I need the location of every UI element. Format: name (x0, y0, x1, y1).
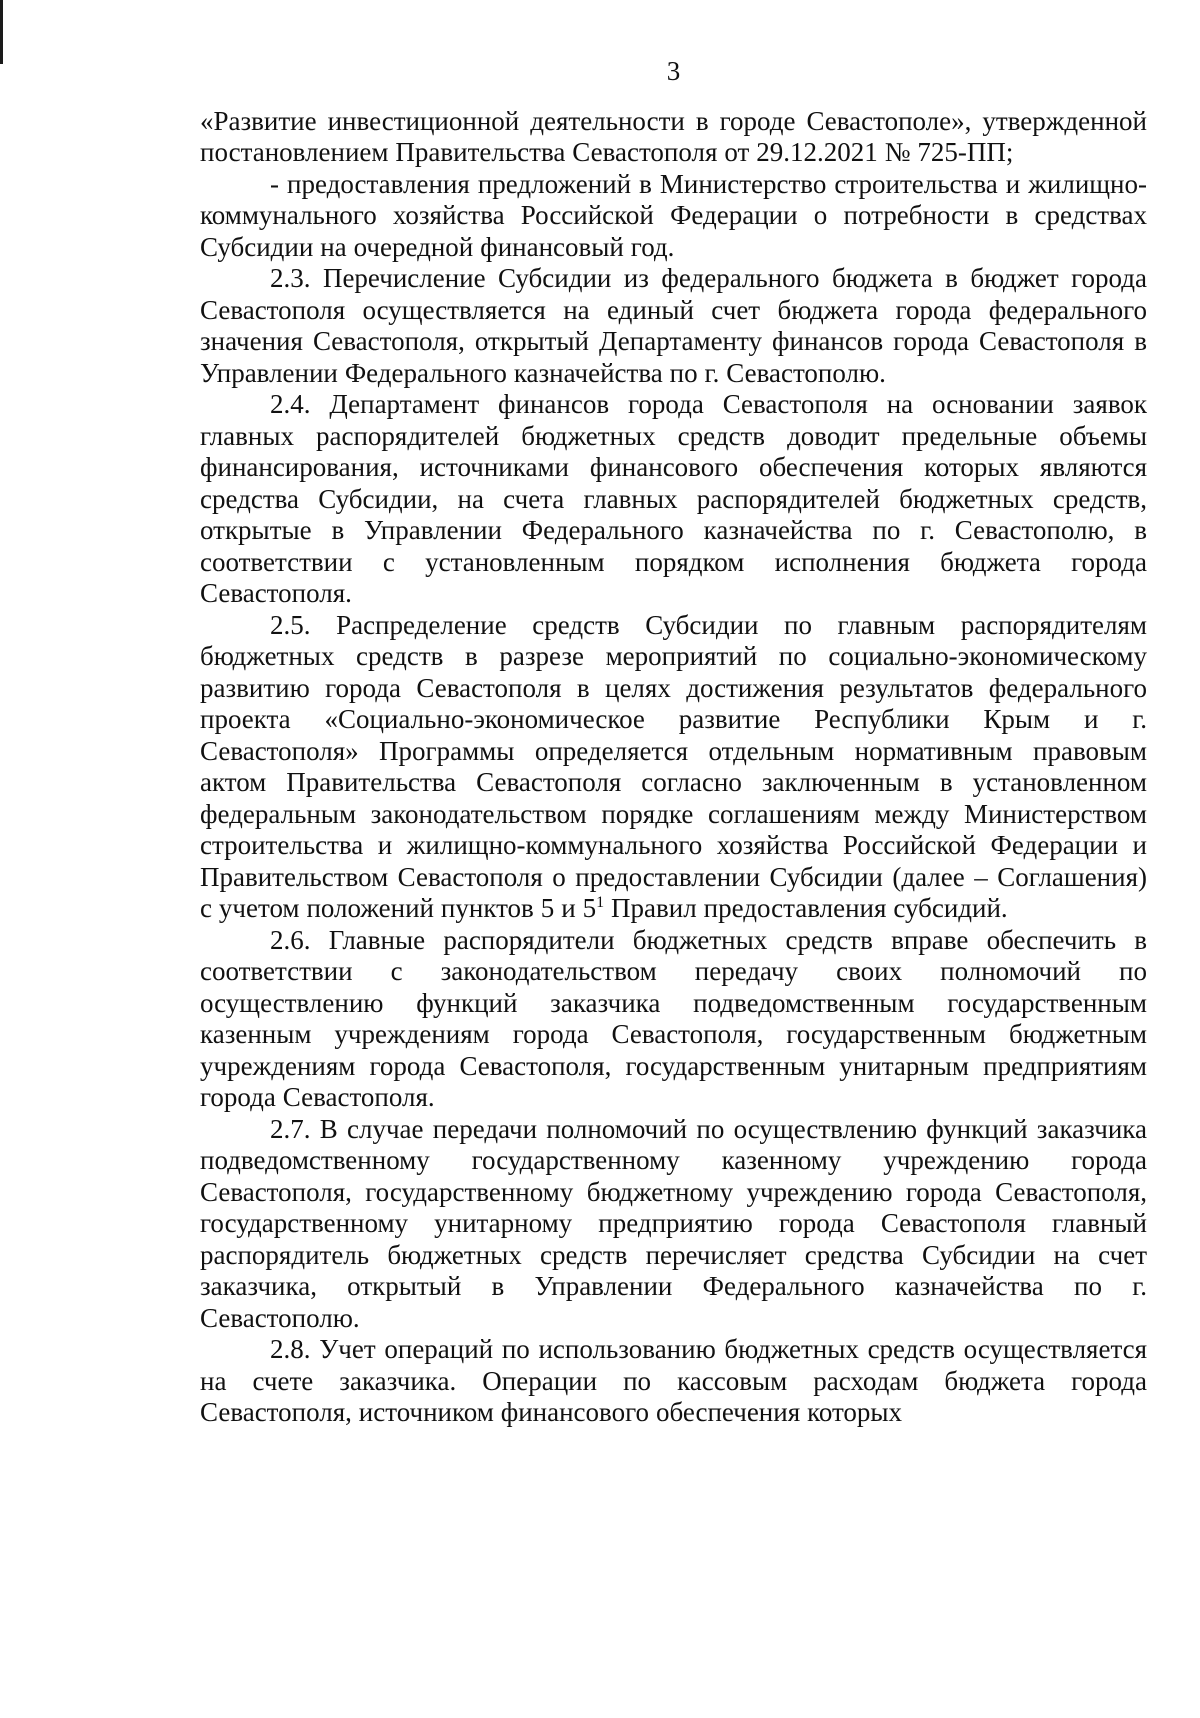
paragraph-2-7: 2.7. В случае передачи полномочий по осуществлению функций заказчика подведомственному государственному казенному учреждению города Севастополя, государственному бюджетному учреждению города Севастополя, государственному унитарному предприятию города Севастополя главный распорядитель бюджетных средств перечисляет средства Субсидии на счет заказчика, открытый в Управлении Федерального казначейства по г. Севастополю. (200, 1113, 1147, 1333)
paragraph-2-8: 2.8. Учет операций по использованию бюджетных средств осуществляется на счете заказчика. Операции по кассовым расходам бюджета города Севастополя, источником финансового обеспечения которых (200, 1334, 1147, 1427)
paragraph-2-4: 2.4. Департамент финансов города Севастополя на основании заявок главных распорядителей бюджетных средств доводит предельные объемы финансирования, источниками финансового обеспечения которых являются средства Субсидии, на счета главных распорядителей бюджетных средств, открытые в Управлении Федерального казначейства по г. Севастополю, в соответствии с установленным порядком исполнения бюджета города Севастополя. (200, 389, 1147, 608)
document-page (200, 56, 1147, 1429)
paragraph-2-6: 2.6. Главные распорядители бюджетных средств вправе обеспечить в соответствии с законодательством передачу своих полномочий по осуществлению функций заказчика подведомственным государственным казенным учреждениям города Севастополя, государственным бюджетным учреждениям города Севастополя, государственным унитарным предприятиям города Севастополя. (200, 924, 1147, 1112)
paragraph-2-5 (200, 610, 1147, 925)
page-number: 3 (666, 56, 681, 86)
paragraph-2-5-superscript: 1 (596, 894, 605, 911)
scan-edge-mark (0, 0, 3, 64)
paragraph-2-3: 2.3. Перечисление Субсидии из федерального бюджета в бюджет города Севастополя осуществляется на единый счет бюджета города федерального значения Севастополя, открытый Департаменту финансов города Севастополя в Управлении Федерального казначейства по г. Севастополю. (200, 263, 1147, 388)
paragraph-proposals-ministry: - предоставления предложений в Министерство строительства и жилищно-коммунального хозяйства Российской Федерации о потребности в средствах Субсидии на очередной финансовый год. (200, 168, 1147, 262)
paragraph-2-5-text: 2.5. Распределение средств Субсидии по главным распорядителям бюджетных средств в разрезе мероприятий по социально-экономическому развитию города Севастополя в целях достижения результатов федерального проекта «Социально-экономическое развитие Республики Крым и г. Севастополя» Программы определяется отдельным нормативным правовым актом Правительства Севастополя согласно заключенным в установленном федеральным законодательством порядке соглашениям между Министерством строительства и жилищно-коммунального хозяйства Российской Федерации и Правительством Севастополя о предоставлении Субсидии (далее – Соглашения) с учетом положений пунктов 5 и 5 (200, 609, 1147, 923)
paragraph-2-5-text-end: Правил предоставления субсидий. (604, 893, 1008, 923)
paragraph-program-reference: «Развитие инвестиционной деятельности в городе Севастополе», утвержденной постановлением Правительства Севастополя от 29.12.2021 № 725-ПП; (200, 105, 1147, 167)
